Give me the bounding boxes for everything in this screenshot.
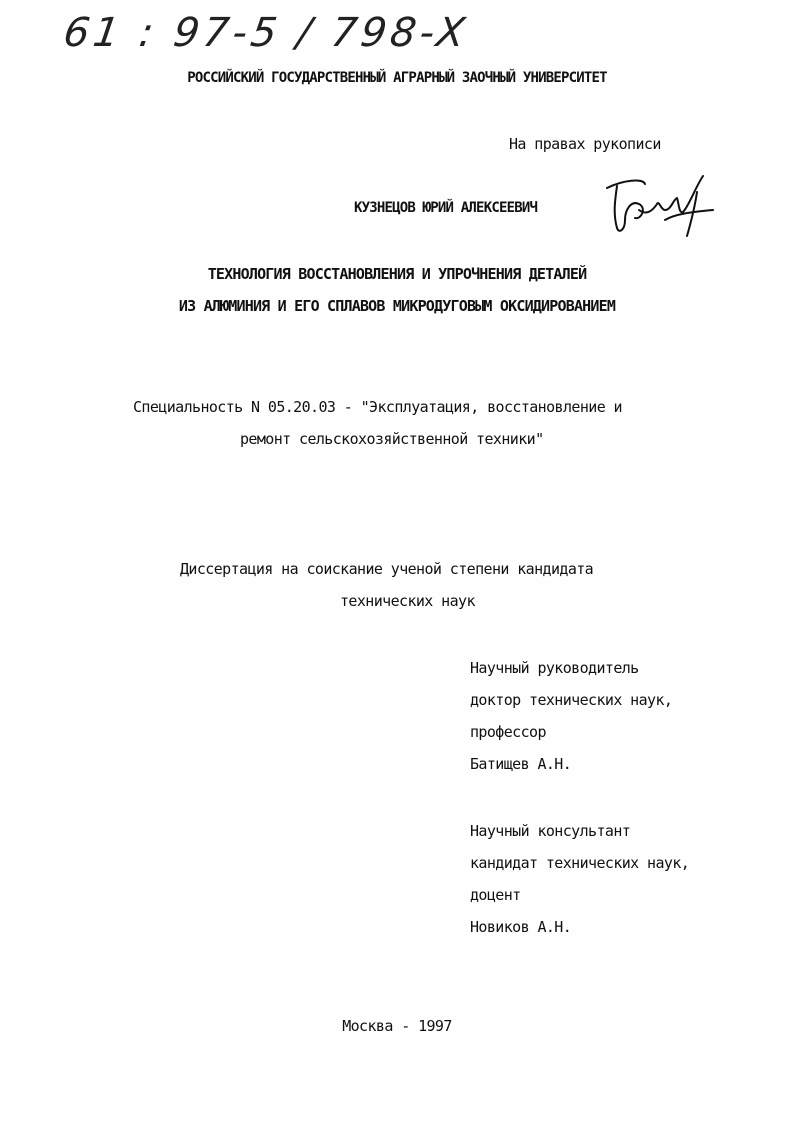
manuscript-rights-note: На правах рукописи bbox=[509, 135, 661, 153]
consultant-name: Новиков А.Н. bbox=[470, 918, 572, 936]
thesis-title-line-2: ИЗ АЛЮМИНИЯ И ЕГО СПЛАВОВ МИКРОДУГОВЫМ ОКСИДИРОВАНИЕМ bbox=[178, 297, 616, 315]
dissertation-line-1: Диссертация на соискание ученой степени кандидата bbox=[180, 560, 594, 578]
supervisor-name: Батищев А.Н. bbox=[470, 755, 572, 773]
dissertation-line-2: технических наук bbox=[340, 592, 475, 610]
supervisor-title: профессор bbox=[470, 723, 546, 741]
city-year: Москва - 1997 bbox=[342, 1017, 452, 1035]
author-name: КУЗНЕЦОВ ЮРИЙ АЛЕКСЕЕВИЧ bbox=[354, 200, 538, 216]
supervisor-role: Научный руководитель bbox=[470, 659, 639, 677]
consultant-degree: кандидат технических наук, bbox=[470, 854, 690, 872]
supervisor-degree: доктор технических наук, bbox=[470, 691, 673, 709]
university-name: РОССИЙСКИЙ ГОСУДАРСТВЕННЫЙ АГРАРНЫЙ ЗАОЧНЫЙ УНИВЕРСИТЕТ bbox=[187, 70, 607, 86]
consultant-title: доцент bbox=[470, 886, 521, 904]
consultant-role: Научный консультант bbox=[470, 822, 631, 840]
thesis-title-line-1: ТЕХНОЛОГИЯ ВОССТАНОВЛЕНИЯ И УПРОЧНЕНИЯ ДЕТАЛЕЙ bbox=[207, 265, 587, 283]
author-signature-icon bbox=[595, 170, 720, 245]
handwritten-catalog-code: 61 : 97-5 / 798-X bbox=[60, 10, 472, 56]
specialty-line-1: Специальность N 05.20.03 - "Эксплуатация, восстановление и bbox=[133, 398, 622, 416]
specialty-line-2: ремонт сельскохозяйственной техники" bbox=[240, 430, 544, 448]
